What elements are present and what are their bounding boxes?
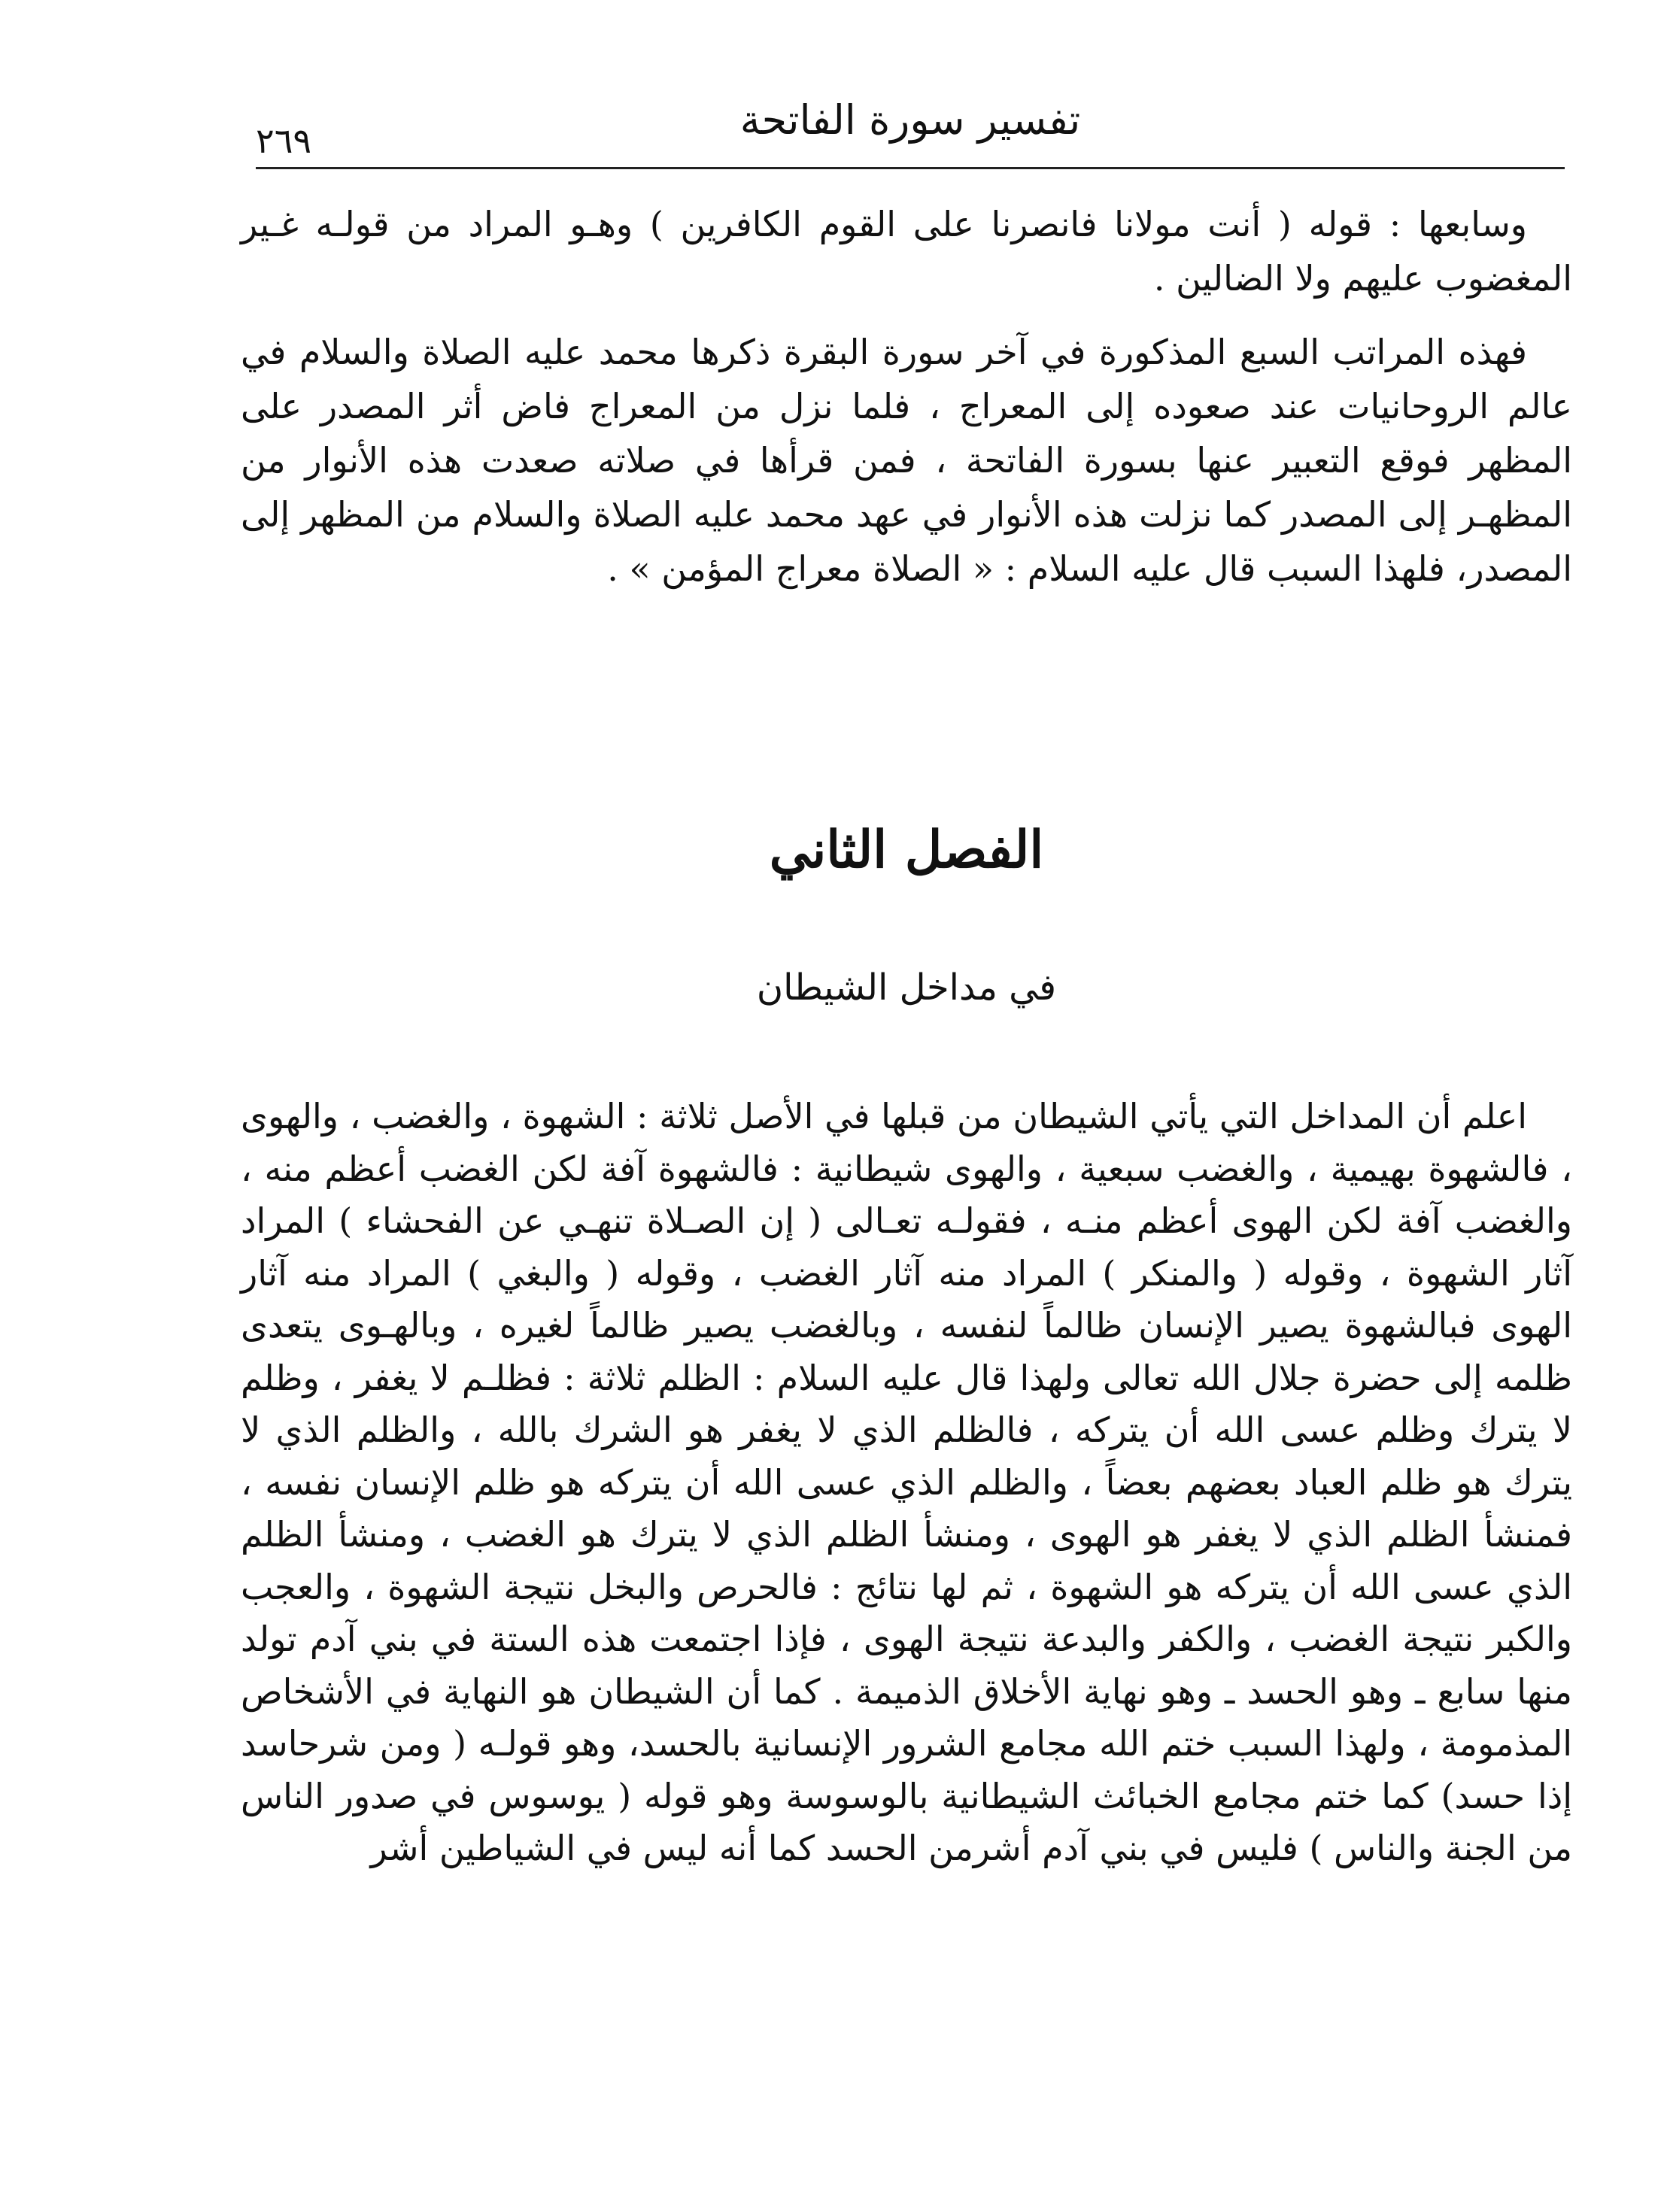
page-number: ٢٦٩: [256, 120, 312, 161]
chapter-title: الفصل الثاني: [769, 820, 1044, 880]
header-divider: [256, 167, 1565, 169]
header-title: تفسير سورة الفاتحة: [739, 96, 1081, 144]
paragraph-satan-entrances: اعلم أن المداخل التي يأتي الشيطان من قبلها في الأصل ثلاثة : الشهوة ، والغضب ، والهوى ، فالشهوة بهيمية ، والغضب سبعية ، والهوى شيطانية : فالشهوة آفة لكن الغضب أعظم منه ، والغضب آفة لكن الهوى أعظم منـه ، فقولـه تعـالى ( إن الصـلاة تنهـي عن الفحشاء ) المراد آثار الشهوة ، وقوله ( والمنكر ) المراد منه آثار الغضب ، وقوله ( والبغي ) المراد منه آثار الهوى فبالشهوة يصير الإنسان ظالماً لنفسه ، وبالغضب يصير ظالماً لغيره ، وبالهـوى يتعدى ظلمه إلى حضرة جلال الله تعالى ولهذا قال عليه السلام : الظلم ثلاثة : فظلـم لا يغفر ، وظلم لا يترك وظلم عسى الله أن يتركه ، فالظلم الذي لا يغفر هو الشرك بالله ، والظلم الذي لا يترك هو ظلم العباد بعضهم بعضاً ، والظلم الذي عسى الله أن يتركه هو ظلم الإنسان نفسه ، فمنشأ الظلم الذي لا يغفر هو الهوى ، ومنشأ الظلم الذي لا يترك هو الغضب ، ومنشأ الظلم الذي عسى الله أن يتركه هو الشهوة ، ثم لها نتائج : فالحرص والبخل نتيجة الشهوة ، والعجب والكبر نتيجة الغضب ، والكفر والبدعة نتيجة الهوى ، فإذا اجتمعت هذه الستة في بني آدم تولد منها سابع ـ وهو الحسد ـ وهو نهاية الأخلاق الذميمة . كما أن الشيطان هو النهاية في الأشخاص المذمومة ، ولهذا السبب ختم الله مجامع الشرور الإنسانية بالحسد، وهو قولـه ( ومن شرحاسد إذا حسد) كما ختم مجامع الخبائث الشيطانية بالوسوسة وهو قوله ( يوسوس في صدور الناس من الجنة والناس ) فليس في بني آدم أشرمن الحسد كما أنه ليس في الشياطين أشر: [241, 1096, 1572, 1868]
top-text-block: [241, 197, 1572, 596]
paragraph-seven-ranks: فهذه المراتب السبع المذكورة في آخر سورة البقرة ذكرها محمد عليه الصلاة والسلام في عالم الروحانيات عند صعوده إلى المعراج ، فلما نزل من المعراج فاض أثر المصدر على المظهر فوقع التعبير عنها بسورة الفاتحة ، فمن قرأها في صلاته صعدت هذه الأنوار من المظهـر إلى المصدر كما نزلت هذه الأنوار في عهد محمد عليه الصلاة والسلام من المظهر إلى المصدر، فلهذا السبب قال عليه السلام : « الصلاة معراج المؤمن » .: [241, 332, 1572, 589]
running-header: [256, 90, 1565, 165]
main-text-block: [241, 1091, 1572, 1875]
section-subtitle: في مداخل الشيطان: [756, 966, 1057, 1009]
paragraph-seventh-rank: وسابعها : قوله ( أنت مولانا فانصرنا على القوم الكافرين ) وهـو المراد من قولـه غـير المغضوب عليهم ولا الضالين .: [241, 204, 1572, 299]
